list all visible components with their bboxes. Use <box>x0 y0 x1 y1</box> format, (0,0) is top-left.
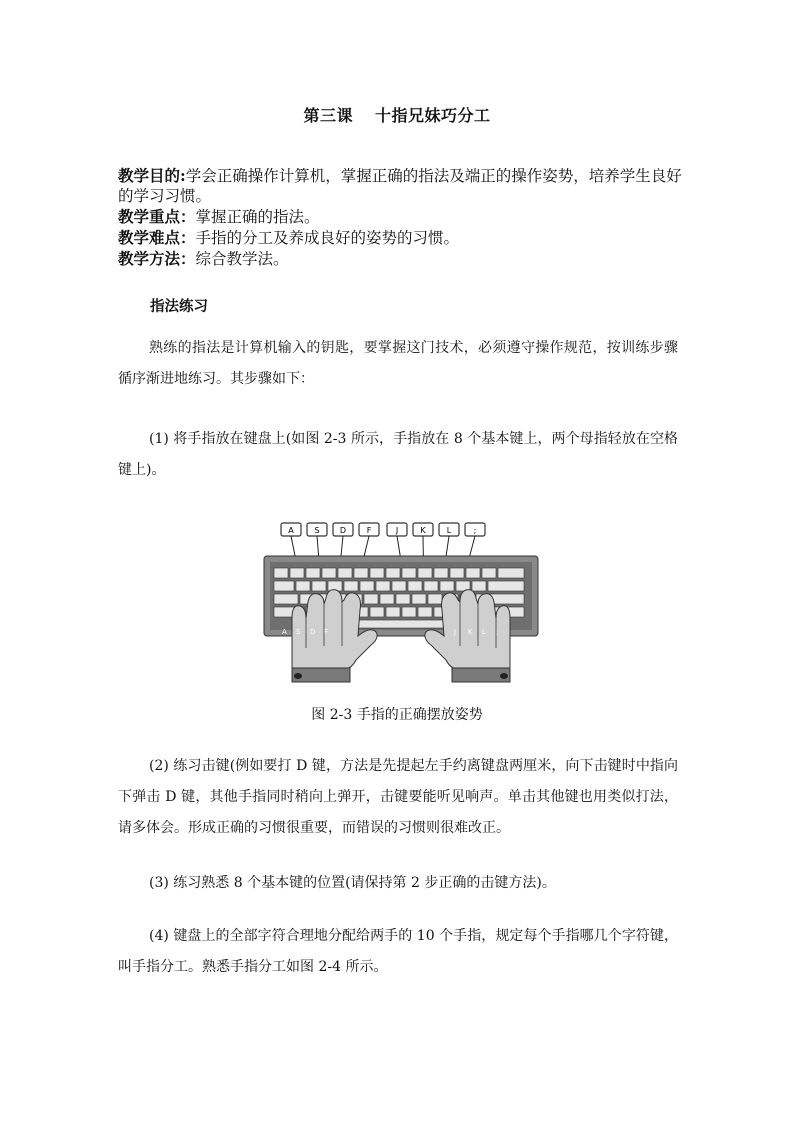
paragraph: 熟练的指法是计算机输入的钥匙，要掌握这门技术，必须遵守操作规范，按训练步骤循序渐进地练习。其步骤如下： <box>118 340 678 387</box>
meta-text: 综合教学法。 <box>195 250 289 268</box>
meta-label: 教学难点： <box>118 228 196 247</box>
home-key-label: K <box>420 526 426 535</box>
meta-label: 教学重点： <box>118 207 196 226</box>
teaching-difficulty <box>118 228 688 248</box>
bottom-label: F <box>324 628 329 636</box>
home-key <box>281 523 301 536</box>
bottom-label: D <box>310 628 316 636</box>
home-key-label: F <box>366 526 372 535</box>
wrist-rests <box>292 668 510 682</box>
home-key <box>387 523 407 536</box>
paragraph: (1) 将手指放在键盘上(如图 2-3 所示，手指放在 8 个基本键上，两个母指轻放在空格键上)。 <box>118 431 678 478</box>
paragraph: (2) 练习击键(例如要打 D 键，方法是先提起左手约离键盘两厘米，向下击键时中指向下弹击 D 键，其他手指同时稍向上弹开，击键要能听见响声。单击其他键也用类似打法，请多体会。形成正确的习惯很重要，而错误的习惯则很难改正。 <box>118 758 678 836</box>
meta-text: 掌握正确的指法。 <box>195 208 320 226</box>
keyboard-hands-illustration <box>262 518 540 686</box>
meta-label: 教学方法： <box>118 249 196 268</box>
bottom-label: K <box>468 628 473 636</box>
section-title: 指法练习 <box>150 298 208 315</box>
bottom-label: A <box>282 628 287 636</box>
bottom-label: L <box>482 628 486 636</box>
bottom-label: J <box>454 628 457 636</box>
teaching-goal <box>118 166 688 206</box>
home-key <box>439 523 459 536</box>
home-key-label: J <box>395 526 399 535</box>
lesson-name: 十指兄妹巧分工 <box>375 106 491 125</box>
meta-text: 学会正确操作计算机，掌握正确的指法及端正的操作姿势，培养学生良好的学习习惯。 <box>118 167 682 205</box>
keyboard-figure <box>262 518 540 686</box>
space-bar <box>358 620 444 628</box>
home-key <box>359 523 379 536</box>
home-key <box>333 523 353 536</box>
paragraph: (4) 键盘上的全部字符合理地分配给两手的 10 个手指，规定每个手指哪几个字符键，叫手指分工。熟悉手指分工如图 2-4 所示。 <box>118 928 678 975</box>
home-key-label: ; <box>473 526 477 535</box>
bottom-label: ; <box>496 628 499 636</box>
meta-text: 手指的分工及养成良好的姿势的习惯。 <box>195 229 460 247</box>
home-key-label: D <box>339 526 347 535</box>
meta-label: 教学目的: <box>118 166 186 185</box>
paragraph: (3) 练习熟悉 8 个基本键的位置(请保持第 2 步正确的击键方法)。 <box>149 875 556 891</box>
home-key-label: A <box>288 526 294 535</box>
figure-caption: 图 2-3 手指的正确摆放姿势 <box>311 707 483 723</box>
home-key-label: L <box>446 526 452 535</box>
home-key <box>465 523 485 536</box>
home-key <box>413 523 433 536</box>
bottom-label: S <box>296 628 301 636</box>
teaching-method <box>118 249 688 269</box>
home-key-row <box>281 523 485 536</box>
lesson-title <box>0 103 794 126</box>
teaching-key-point <box>118 207 688 227</box>
home-key-label: S <box>314 526 320 535</box>
lesson-number: 第三课 <box>303 106 353 125</box>
home-key <box>307 523 327 536</box>
